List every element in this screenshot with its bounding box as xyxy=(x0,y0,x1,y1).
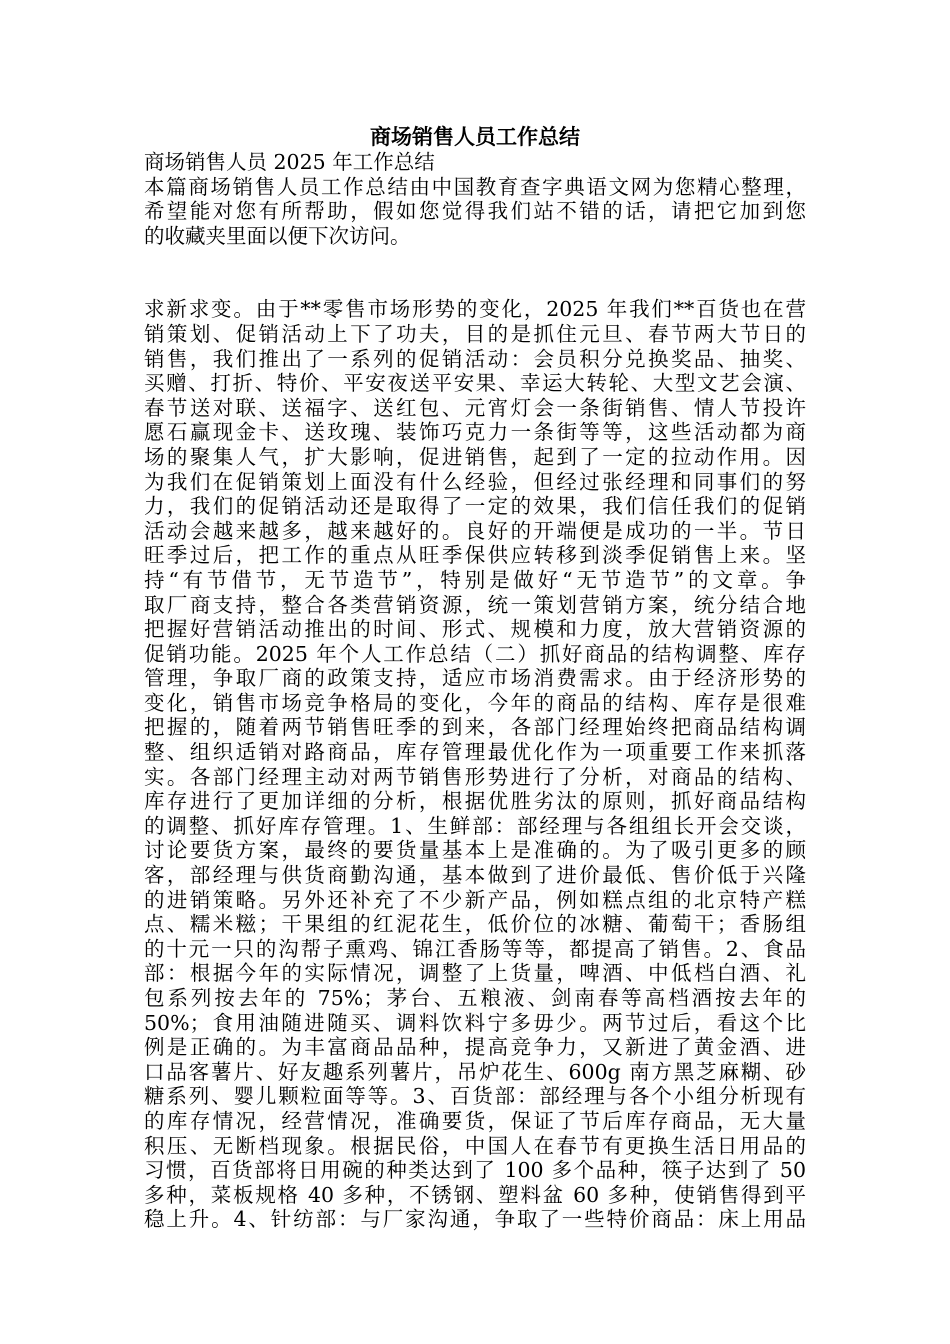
body-line: 促销功能。2025 年个人工作总结（二）抓好商品的结构调整、库存 xyxy=(144,641,806,666)
body-line: 管理，争取厂商的政策支持，适应市场消费需求。由于经济形势的 xyxy=(144,666,806,691)
body-line: 持“有节借节，无节造节”，特别是做好“无节造节”的文章。争 xyxy=(144,567,806,592)
document-subtitle: 商场销售人员 2025 年工作总结 xyxy=(144,150,435,174)
body-line: 的进销策略。另外还补充了不少新产品，例如糕点组的北京特产糕 xyxy=(144,887,806,912)
body-line: 部：根据今年的实际情况，调整了上货量，啤酒、中低档白酒、礼 xyxy=(144,961,806,986)
body-line: 库存进行了更加详细的分析，根据优胜劣汰的原则，抓好商品结构 xyxy=(144,789,806,814)
body-line: 的调整、抓好库存管理。1、生鲜部：部经理与各组组长开会交谈， xyxy=(144,813,806,838)
body-line: 求新求变。由于**零售市场形势的变化，2025 年我们**百货也在营 xyxy=(144,297,806,322)
body-line: 把握好营销活动推出的时间、形式、规模和力度，放大营销资源的 xyxy=(144,617,806,642)
body-line: 习惯，百货部将日用碗的种类达到了 100 多个品种，筷子达到了 50 xyxy=(144,1158,806,1183)
document-title: 商场销售人员工作总结 xyxy=(370,124,580,149)
body-line: 为我们在促销策划上面没有什么经验，但经过张经理和同事们的努 xyxy=(144,469,806,494)
body-line: 取厂商支持，整合各类营销资源，统一策划营销方案，统分结合地 xyxy=(144,592,806,617)
body-line: 愿石赢现金卡、送玫瑰、装饰巧克力一条街等等，这些活动都为商 xyxy=(144,420,806,445)
body-line: 买赠、打折、特价、平安夜送平安果、幸运大转轮、大型文艺会演、 xyxy=(144,371,806,396)
body-line: 糖系列、婴儿颗粒面等等。3、百货部：部经理与各个小组分析现有 xyxy=(144,1084,806,1109)
intro-line: 的收藏夹里面以便下次访问。 xyxy=(144,223,411,248)
body-line: 春节送对联、送福字、送红包、元宵灯会一条街销售、情人节投许 xyxy=(144,395,806,420)
body-line: 包系列按去年的 75%；茅台、五粮液、剑南春等高档酒按去年的 xyxy=(144,986,806,1010)
body-line: 的库存情况，经营情况，准确要货，保证了节后库存商品，无大量 xyxy=(144,1108,806,1133)
body-line: 旺季过后，把工作的重点从旺季保供应转移到淡季促销售上来。坚 xyxy=(144,543,806,568)
body-line: 积压、无断档现象。根据民俗，中国人在春节有更换生活日用品的 xyxy=(144,1133,806,1158)
body-line: 变化，销售市场竞争格局的变化，今年的商品的结构、库存是很难 xyxy=(144,690,806,715)
body-line: 活动会越来越多，越来越好的。良好的开端便是成功的一半。节日 xyxy=(144,518,806,543)
body-line: 口品客薯片、好友趣系列薯片，吊炉花生、600g 南方黑芝麻糊、砂 xyxy=(144,1059,806,1084)
body-line: 稳上升。4、针纺部：与厂家沟通，争取了一些特价商品：床上用品 xyxy=(144,1207,806,1232)
body-line: 场的聚集人气，扩大影响，促进销售，起到了一定的拉动作用。因 xyxy=(144,444,806,469)
body-line: 多种，菜板规格 40 多种，不锈钢、塑料盆 60 多种，使销售得到平 xyxy=(144,1182,806,1207)
body-line: 的十元一只的沟帮子熏鸡、锦江香肠等等，都提高了销售。2、食品 xyxy=(144,936,806,961)
body-line: 把握的，随着两节销售旺季的到来，各部门经理始终把商品结构调 xyxy=(144,715,806,740)
body-line: 销售，我们推出了一系列的促销活动：会员积分兑换奖品、抽奖、 xyxy=(144,346,806,371)
body-line: 例是正确的。为丰富商品品种，提高竞争力，又新进了黄金酒、进 xyxy=(144,1035,806,1060)
body-line: 销策划、促销活动上下了功夫，目的是抓住元旦、春节两大节日的 xyxy=(144,321,806,346)
body-line: 力，我们的促销活动还是取得了一定的效果，我们信任我们的促销 xyxy=(144,494,806,519)
body-line: 实。各部门经理主动对两节销售形势进行了分析，对商品的结构、 xyxy=(144,764,806,789)
body-line: 客，部经理与供货商勤沟通，基本做到了进价最低、售价低于兴隆 xyxy=(144,863,806,888)
document-page xyxy=(144,118,806,1232)
intro-line: 本篇商场销售人员工作总结由中国教育查字典语文网为您精心整理， xyxy=(144,174,806,199)
body-line: 整、组织适销对路商品，库存管理最优化作为一项重要工作来抓落 xyxy=(144,740,806,765)
body-line: 50%；食用油随进随买、调料饮料宁多毋少。两节过后，看这个比 xyxy=(144,1010,806,1035)
body-line: 讨论要货方案，最终的要货量基本上是准确的。为了吸引更多的顾 xyxy=(144,838,806,863)
body-text xyxy=(144,297,806,1232)
intro-line: 希望能对您有所帮助，假如您觉得我们站不错的话，请把它加到您 xyxy=(144,199,806,224)
paragraph-gap xyxy=(144,248,806,297)
body-line: 点、糯米糍；干果组的红泥花生，低价位的冰糖、葡萄干；香肠组 xyxy=(144,912,806,937)
